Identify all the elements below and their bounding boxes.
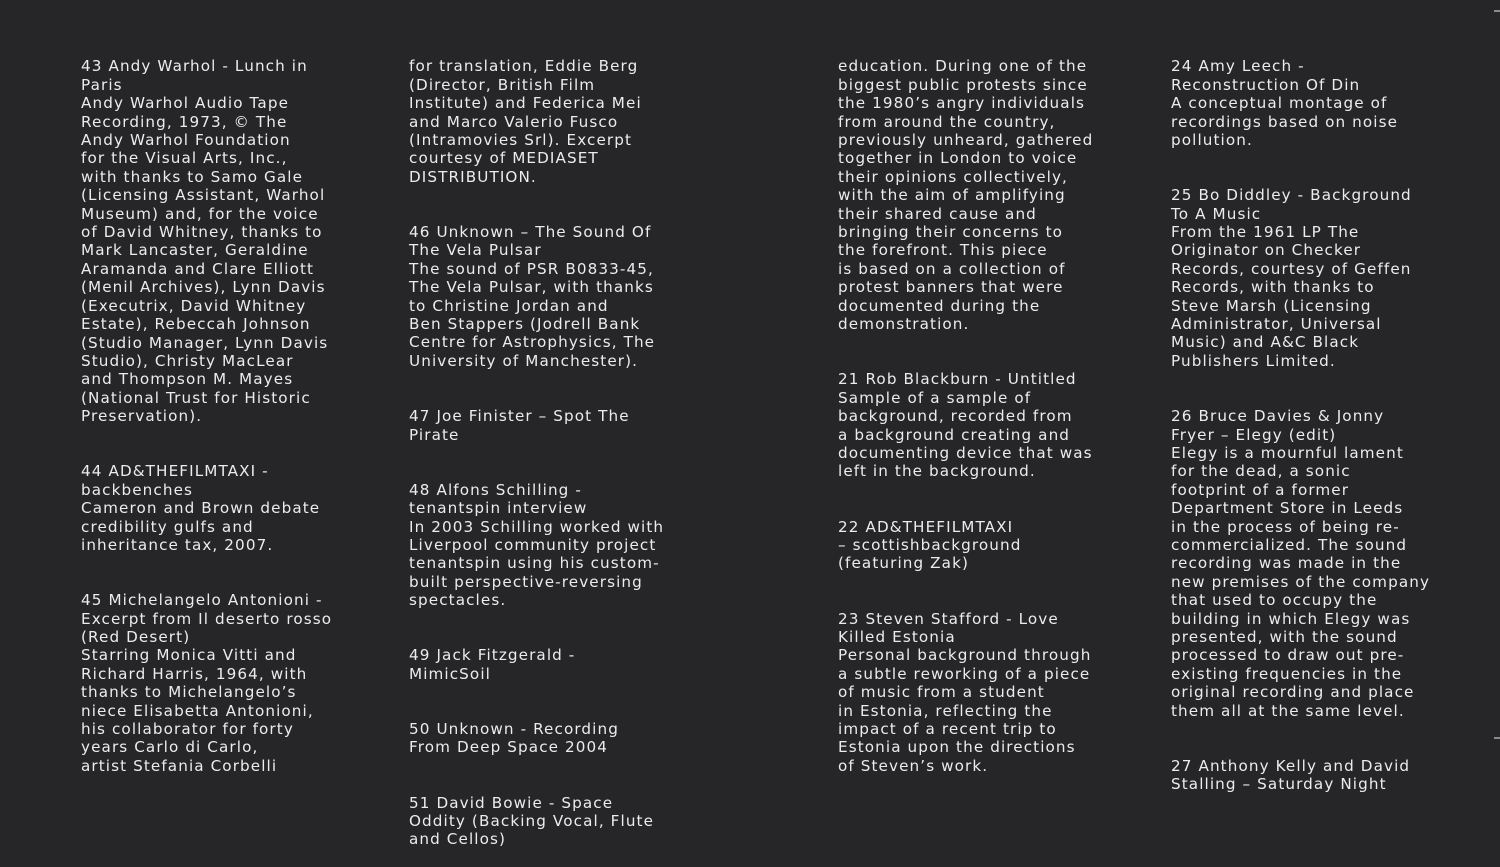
text-column-1 [81,39,381,794]
track-credit-48: 48 Alfons Schilling - tenantspin interview In 2003 Schilling worked with Liverpool community project tenantspin using his custom- built perspective-reversing spectacles. [409,480,665,610]
text-column-2 [409,39,739,867]
track-credit-25: 25 Bo Diddley - Background To A Music From the 1961 LP The Originator on Checker Records, courtesy of Geffen Records, with thanks to Steve Marsh (Licensing Administrator, Universal Music) and A&C Black Publishers Limited. [1171,186,1412,370]
track-credit-21: 21 Rob Blackburn - Untitled Sample of a sample of background, recorded from a background creating and documenting device that was left in the background. [838,370,1093,481]
crop-mark-top [1494,10,1500,12]
track-credit-46: 46 Unknown – The Sound Of The Vela Pulsar The sound of PSR B0833-45, The Vela Pulsar, with thanks to Christine Jordan and Ben Stappers (Jodrell Bank Centre for Astrophysics, The University of Manchester). [409,223,656,370]
text-column-4 [1171,39,1491,812]
track-credit-23: 23 Steven Stafford - Love Killed Estonia Personal background through a subtle reworking of a piece of music from a student in Estonia, reflecting the impact of a recent trip to Estonia upon the directions of Steven’s work. [838,609,1092,775]
track-credit-50: 50 Unknown - Recording From Deep Space 2004 [409,719,619,757]
crop-mark-bottom [1494,737,1500,739]
track-credit-26: 26 Bruce Davies & Jonny Fryer – Elegy (edit) Elegy is a mournful lament for the dead, a sonic footprint of a former Department Store in Leeds in the process of being re- commercialized. The sound recording was made in the new premises of the company that used to occupy the building in which Elegy was presented, with the sound processed to draw out pre- existing frequencies in the original recording and place them all at the same level. [1171,407,1431,720]
text-column-3 [838,39,1158,794]
track-credit-24: 24 Amy Leech - Reconstruction Of Din A conceptual montage of recordings based on noise pollution. [1171,57,1399,150]
track-credit-45: 45 Michelangelo Antonioni - Excerpt from Il deserto rosso (Red Desert) Starring Monica Vitti and Richard Harris, 1964, with thanks to Michelangelo’s niece Elisabetta Antonioni, his collaborator for forty years Carlo di Carlo, artist Stefania Corbelli [81,591,333,775]
track-credit-45-continued: for translation, Eddie Berg (Director, British Film Institute) and Federica Mei and Marco Valerio Fusco (Intramovies Srl). Excerpt courtesy of MEDIASET DISTRIBUTION. [409,57,642,186]
track-credit-47: 47 Joe Finister – Spot The Pirate [409,407,630,444]
track-credit-49: 49 Jack Fitzgerald - MimicSoil [409,646,576,683]
track-credit-22: 22 AD&THEFILMTAXI – scottishbackground (featuring Zak) [838,517,1022,573]
track-credit-44: 44 AD&THEFILMTAXI - backbenches Cameron and Brown debate credibility gulfs and inheritance tax, 2007. [81,462,321,554]
track-credit-43: 43 Andy Warhol - Lunch in Paris Andy Warhol Audio Tape Recording, 1973, © The Andy Warhol Foundation for the Visual Arts, Inc., with thanks to Samo Gale (Licensing Assistant, Warhol Museum) and, for the voice of David Whitney, thanks to Mark Lancaster, Geraldine Aramanda and Clare Elliott (Menil Archives), Lynn Davis (Executrix, David Whitney Estate), Rebeccah Johnson (Studio Manager, Lynn Davis Studio), Christy MacLear and Thompson M. Mayes (National Trust for Historic Preservation). [81,57,329,426]
track-credit-20-continued: education. During one of the biggest public protests since the 1980’s angry individuals from around the country, previously unheard, gathered together in London to voice their opinions collectively, with the aim of amplifying their shared cause and bringing their concerns to the forefront. This piece is based on a collection of protest banners that were documented during the demonstration. [838,57,1094,334]
track-credit-27: 27 Anthony Kelly and David Stalling – Saturday Night [1171,756,1411,794]
track-credit-51: 51 David Bowie - Space Oddity (Backing Vocal, Flute and Cellos) [409,793,655,849]
